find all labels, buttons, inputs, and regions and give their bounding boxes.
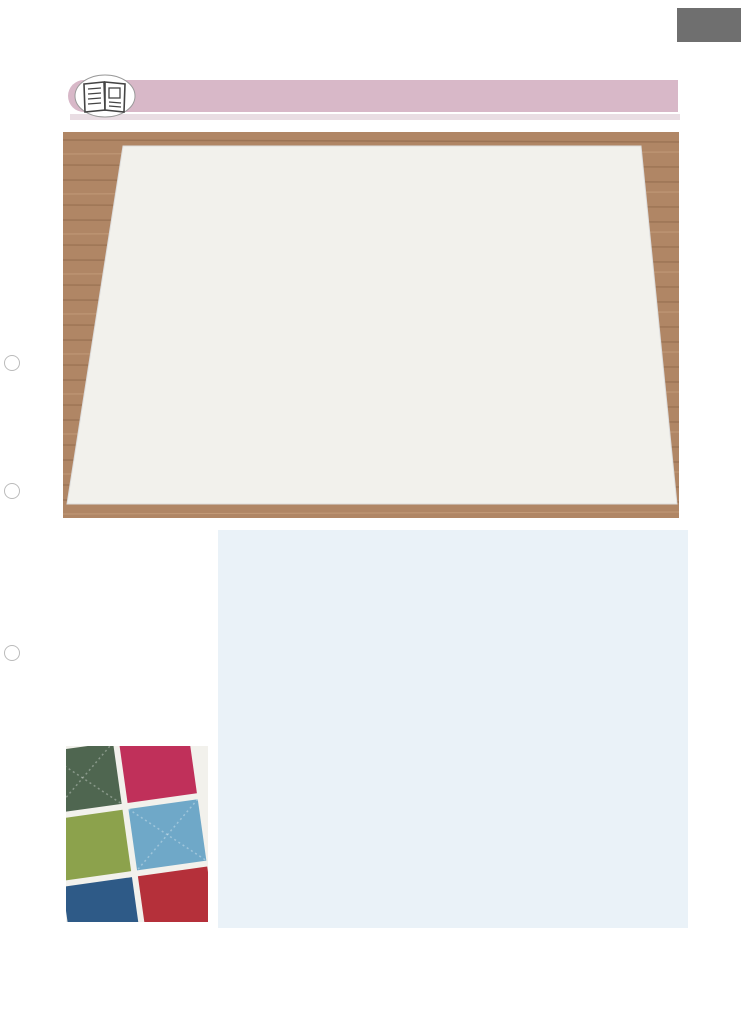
blanket-photo [63, 132, 679, 518]
blanket-detail-photo [66, 746, 208, 922]
binder-hole [4, 355, 20, 371]
pattern-text-background [218, 530, 688, 928]
binder-hole [4, 483, 20, 499]
page-number [677, 8, 741, 42]
book-icon [74, 74, 136, 118]
section-bar-underline [70, 114, 680, 120]
binder-hole [4, 645, 20, 661]
section-bar [68, 80, 678, 112]
